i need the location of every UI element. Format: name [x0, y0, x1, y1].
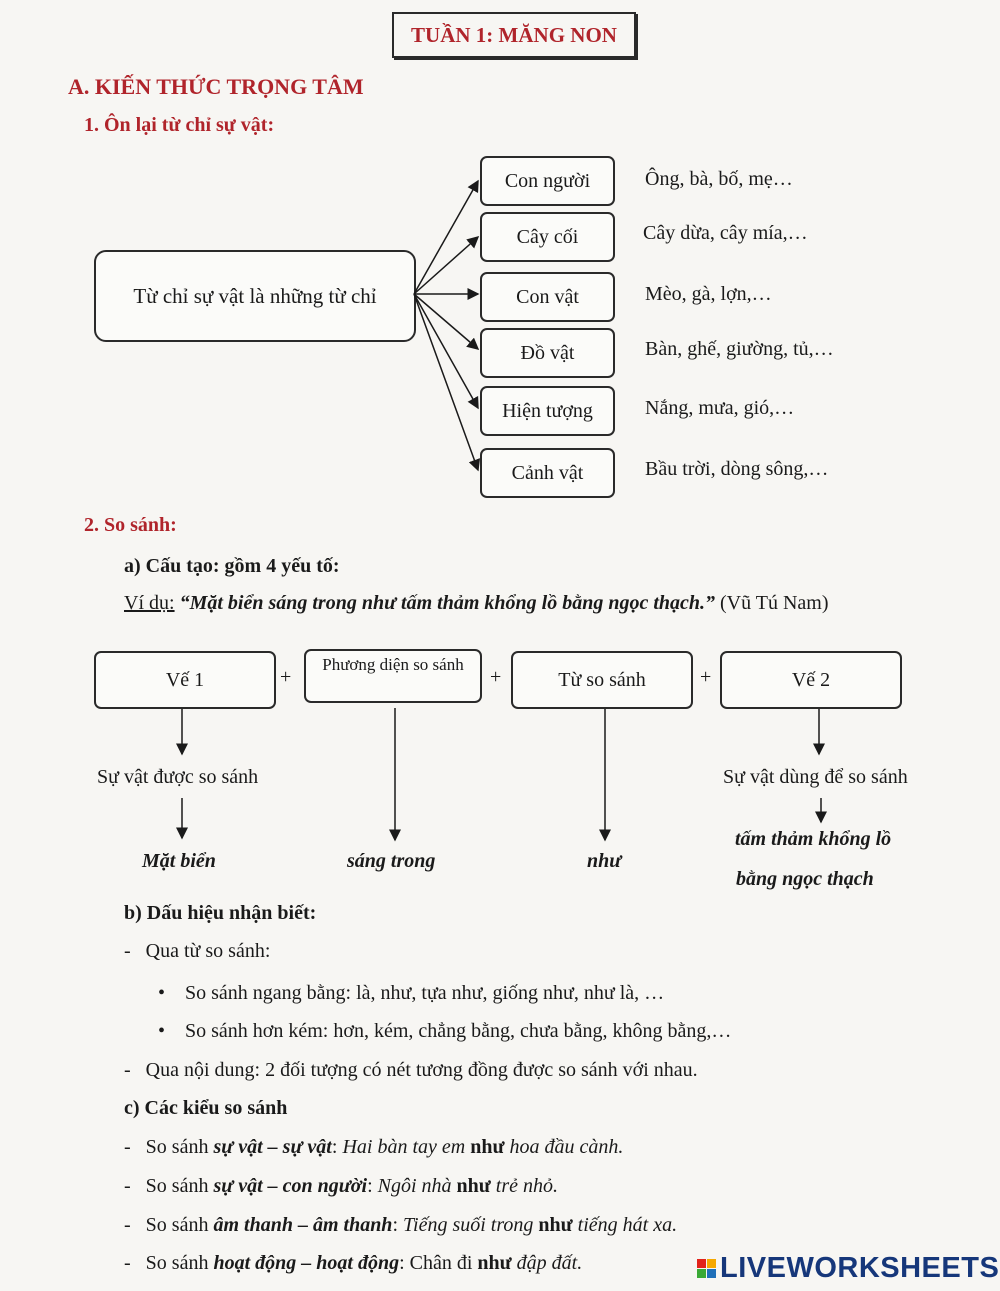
logo-square [707, 1259, 716, 1268]
example-ve2-line1: tấm thảm khổng lồ [735, 828, 892, 850]
comparison-type-line: - So sánh sự vật – con người: Ngôi nhà như trẻ nhỏ. [124, 1175, 558, 1197]
dash-item: - Qua nội dung: 2 đối tượng có nét tương đồng được so sánh với nhau. [124, 1059, 698, 1081]
example-quote: “Mặt biển sáng trong như tấm thảm khổng lồ bằng ngọc thạch.” [179, 592, 716, 614]
example-line [124, 592, 829, 615]
example-ve1: Mặt biển [142, 850, 216, 872]
comparison-type-line: - So sánh sự vật – sự vật: Hai bàn tay em như hoa đầu cành. [124, 1136, 624, 1158]
item2c-heading: c) Các kiểu so sánh [124, 1097, 288, 1119]
category-example: Bàn, ghế, giường, tủ,… [645, 338, 834, 360]
page-title: TUẦN 1: MĂNG NON [392, 12, 636, 58]
liveworksheets-logo [697, 1252, 999, 1285]
section-a-heading: A. KIẾN THỨC TRỌNG TÂM [68, 74, 364, 99]
category-box: Con vật [480, 272, 615, 322]
category-example: Mèo, gà, lợn,… [645, 283, 772, 305]
example-label: Ví dụ: [124, 592, 175, 614]
element-box-ve2: Vế 2 [720, 651, 902, 709]
item1-heading: 1. Ôn lại từ chỉ sự vật: [84, 114, 275, 136]
bullet-item: • So sánh ngang bằng: là, như, tựa như, giống như, như là, … [158, 982, 665, 1004]
logo-square [707, 1269, 716, 1278]
logo-square [697, 1259, 706, 1268]
category-example: Ông, bà, bố, mẹ… [645, 168, 793, 190]
bullet-item: • So sánh hơn kém: hơn, kém, chẳng bằng, chưa bằng, không bằng,… [158, 1020, 732, 1042]
plus-sign: + [700, 666, 712, 688]
category-box: Hiện tượng [480, 386, 615, 436]
source-box: Từ chỉ sự vật là những từ chỉ [94, 250, 416, 342]
element-box-ve1: Vế 1 [94, 651, 276, 709]
category-box: Cảnh vật [480, 448, 615, 498]
comparison-type-line: - So sánh âm thanh – âm thanh: Tiếng suối trong như tiếng hát xa. [124, 1214, 678, 1236]
example-phuong-dien: sáng trong [347, 850, 436, 872]
item2b-heading: b) Dấu hiệu nhận biết: [124, 902, 317, 924]
plus-sign: + [490, 666, 502, 688]
logo-square [697, 1269, 706, 1278]
desc-ve2: Sự vật dùng để so sánh [723, 766, 908, 788]
desc-ve1: Sự vật được so sánh [97, 766, 259, 788]
comparison-type-line: - So sánh hoạt động – hoạt động: Chân đi như đập đất. [124, 1252, 583, 1274]
dash-item: - Qua từ so sánh: [124, 940, 271, 962]
logo-text: LIVEWORKSHEETS [720, 1252, 1000, 1284]
element-box-tu-so-sanh: Từ so sánh [511, 651, 693, 709]
element-box-phuong-dien: Phương diện so sánh [304, 649, 482, 703]
example-author: (Vũ Tú Nam) [720, 592, 829, 614]
category-example: Cây dừa, cây mía,… [643, 222, 808, 244]
plus-sign: + [280, 666, 292, 688]
category-box: Cây cối [480, 212, 615, 262]
category-box: Con người [480, 156, 615, 206]
category-box: Đồ vật [480, 328, 615, 378]
example-tu-so-sanh: như [587, 850, 622, 872]
category-example: Bầu trời, dòng sông,… [645, 458, 829, 480]
category-example: Nắng, mưa, gió,… [645, 397, 795, 419]
example-ve2-line2: bằng ngọc thạch [736, 868, 874, 890]
item2a-heading: a) Cấu tạo: gồm 4 yếu tố: [124, 555, 340, 577]
logo-mark-icon [697, 1259, 716, 1278]
item2-heading: 2. So sánh: [84, 514, 177, 536]
